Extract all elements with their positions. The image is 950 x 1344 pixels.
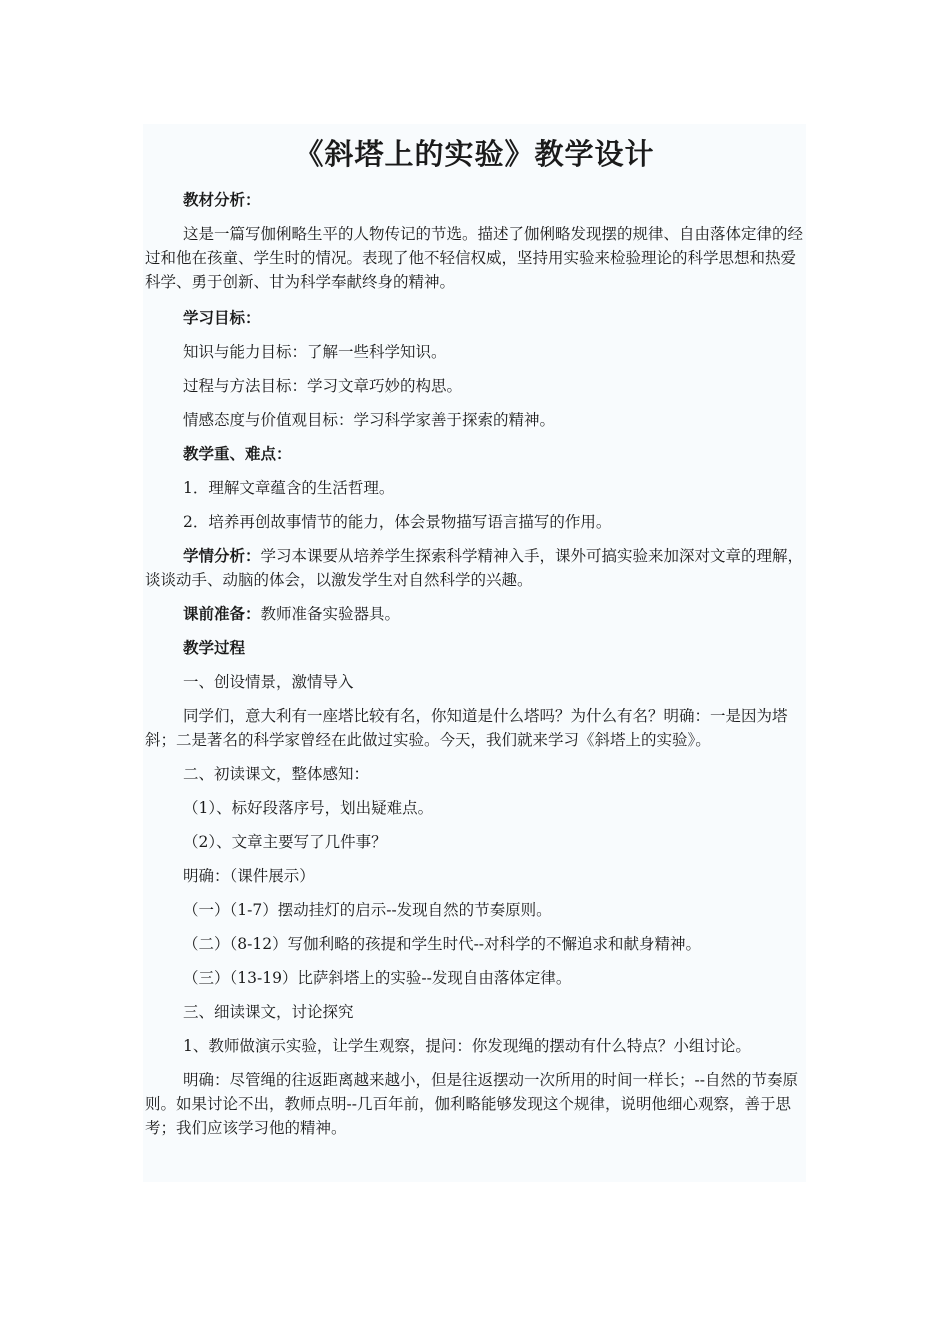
learner-text: 学习本课要从培养学生探索科学精神入手，课外可搞实验来加深对文章的理解，谈谈动手、动脑的体会，以激发学生对自然科学的兴趣。: [145, 547, 804, 589]
goal-process: 过程与方法目标：学习文章巧妙的构思。: [183, 377, 463, 395]
part-2: （二）（8-12）写伽利略的孩提和学生时代--对科学的不懈追求和献身精神。: [183, 935, 702, 953]
keypoints-heading: 教学重、难点：: [183, 445, 292, 463]
step2-answer: 明确：（课件展示）: [183, 867, 315, 885]
step1-title: 一、创设情景，激情导入: [183, 673, 354, 691]
step3-title: 三、细读课文，讨论探究: [183, 1003, 354, 1021]
document-content: [143, 124, 806, 1182]
step2-question-2: （2）、文章主要写了几件事？: [183, 833, 387, 851]
process-heading: 教学过程: [183, 639, 246, 657]
step3-question-1: 1、教师做演示实验，让学生观察，提问：你发现绳的摆动有什么特点？小组讨论。: [183, 1037, 751, 1055]
prep-text: 教师准备实验器具。: [260, 605, 401, 623]
analysis-heading: 教材分析：: [183, 191, 261, 209]
class-prep: [145, 602, 804, 626]
goals-heading: 学习目标：: [183, 309, 261, 327]
part-1: （一）（1-7）摆动挂灯的启示--发现自然的节奏原则。: [183, 901, 552, 919]
prep-label: 课前准备：: [183, 605, 261, 623]
goal-emotion: 情感态度与价值观目标：学习科学家善于探索的精神。: [183, 411, 556, 429]
learner-label: 学情分析：: [183, 547, 261, 565]
goal-knowledge: 知识与能力目标：了解一些科学知识。: [183, 343, 447, 361]
keypoint-1: 1．理解文章蕴含的生活哲理。: [183, 479, 395, 497]
step2-title: 二、初读课文，整体感知：: [183, 765, 370, 783]
learner-analysis: [145, 544, 804, 592]
step2-question-1: （1）、标好段落序号，划出疑难点。: [183, 799, 434, 817]
document-title: 《斜塔上的实验》教学设计: [294, 137, 655, 171]
step3-answer-1: 明确：尽管绳的往返距离越来越小，但是往返摆动一次所用的时间一样长；--自然的节奏原则。如果讨论不出，教师点明--几百年前，伽利略能够发现这个规律，说明他细心观察，善于思考；我们应该学习他的精神。: [145, 1071, 798, 1137]
step1-text: 同学们，意大利有一座塔比较有名，你知道是什么塔吗？为什么有名？明确：一是因为塔斜；二是著名的科学家曾经在此做过实验。今天，我们就来学习《斜塔上的实验》。: [145, 707, 788, 749]
keypoint-2: 2．培养再创故事情节的能力，体会景物描写语言描写的作用。: [183, 513, 612, 531]
part-3: （三）（13-19）比萨斜塔上的实验--发现自由落体定律。: [183, 969, 572, 987]
analysis-text: 这是一篇写伽俐略生平的人物传记的节选。描述了伽俐略发现摆的规律、自由落体定律的经过和他在孩童、学生时的情况。表现了他不轻信权威，坚持用实验来检验理论的科学思想和热爱科学、勇于创新、甘为科学奉献终身的精神。: [145, 225, 804, 291]
